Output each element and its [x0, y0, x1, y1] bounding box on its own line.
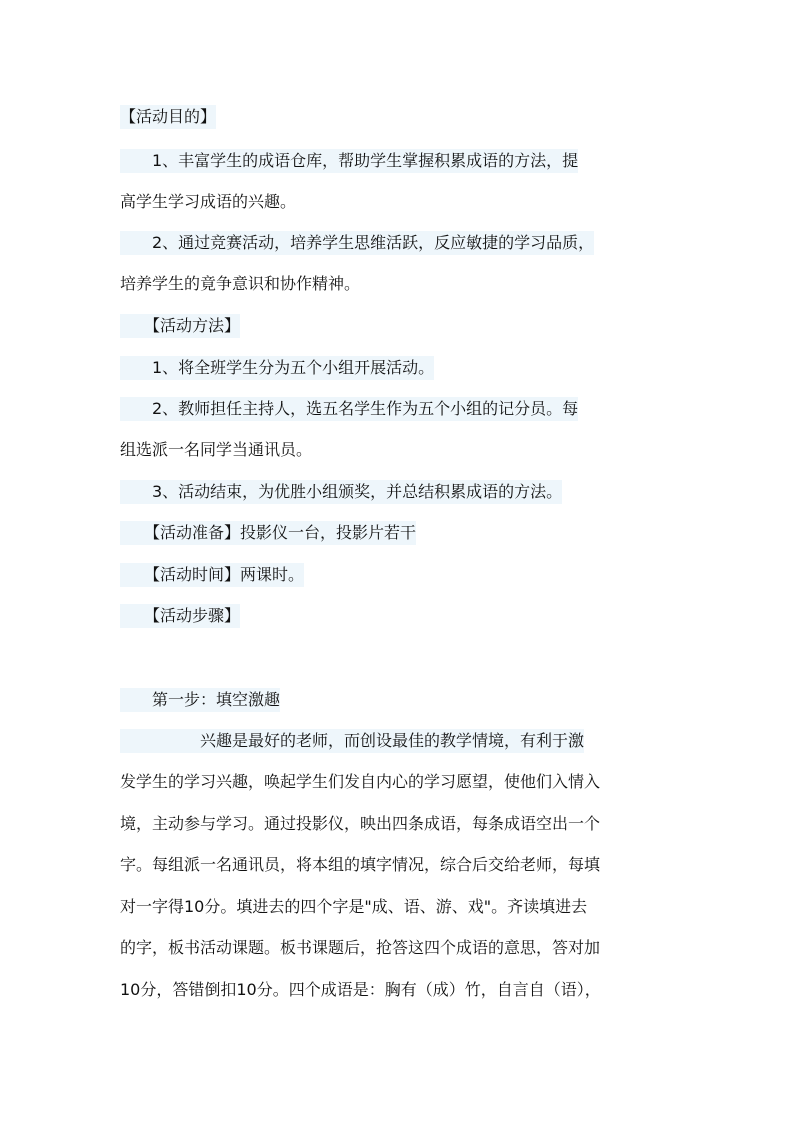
paragraph-line: 组选派一名同学当通讯员。 [120, 440, 313, 459]
paragraph-line: 发学生的学习兴趣，唤起学生们发自内心的学习愿望，使他们入情入 [120, 772, 601, 791]
paragraph-line: 的字，板书活动课题。板书课题后，抢答这四个成语的意思，答对加 [120, 938, 601, 957]
paragraph-line: 1、将全班学生分为五个小组开展活动。 [120, 356, 434, 380]
heading-activity-method: 【活动方法】 [120, 314, 240, 338]
paragraph-line: 境，主动参与学习。通过投影仪，映出四条成语，每条成语空出一个 [120, 814, 601, 833]
paragraph-line: 3、活动结束，为优胜小组颁奖，并总结积累成语的方法。 [120, 480, 562, 504]
paragraph-line: 10分，答错倒扣10分。四个成语是：胸有（成）竹，自言自（语）， [120, 980, 601, 999]
paragraph-line: 字。每组派一名通讯员，将本组的填字情况，综合后交给老师，每填 [120, 855, 601, 874]
paragraph-line: 高学生学习成语的兴趣。 [120, 192, 297, 211]
paragraph-line: 2、通过竞赛活动，培养学生思维活跃，反应敏捷的学习品质， [120, 231, 594, 255]
paragraph-line: 对一字得10分。填进去的四个字是"成、语、游、戏"。齐读填进去 [120, 897, 588, 916]
paragraph-line: 1、丰富学生的成语仓库，帮助学生掌握积累成语的方法，提 [120, 149, 578, 173]
step-one-heading: 第一步：填空激趣 [120, 688, 280, 712]
paragraph-line: 兴趣是最好的老师，而创设最佳的教学情境，有利于激 [120, 729, 584, 753]
paragraph-line: 培养学生的竟争意识和协作精神。 [120, 274, 361, 293]
heading-activity-purpose: 【活动目的】 [120, 105, 216, 129]
heading-activity-steps: 【活动步骤】 [120, 604, 240, 628]
paragraph-line: 2、教师担任主持人，选五名学生作为五个小组的记分员。每 [120, 397, 578, 421]
heading-activity-time: 【活动时间】两课时。 [120, 563, 304, 587]
heading-activity-preparation: 【活动准备】投影仪一台，投影片若干 [120, 521, 416, 545]
